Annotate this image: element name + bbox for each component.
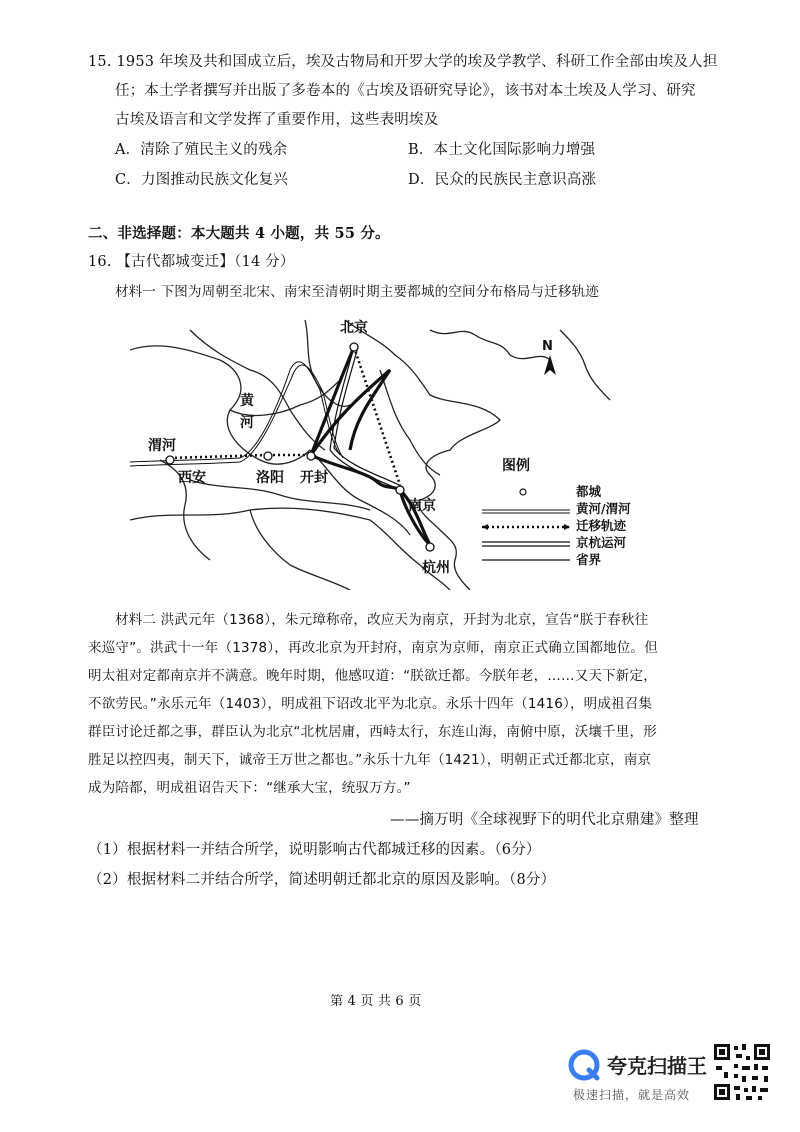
q16-title: 16. 【古代都城变迁】（14 分） <box>88 254 295 270</box>
nanjing-marker <box>396 486 404 494</box>
luoyang-label: 洛阳 <box>256 470 284 486</box>
svg-text:省界: 省界 <box>576 552 602 567</box>
q16-material1-caption: 材料一 下图为周朝至北宋、南宋至清朝时期主要都城的空间分布格局与迁移轨迹 <box>115 284 599 300</box>
huanghe-label-2: 河 <box>240 415 254 431</box>
province-borders <box>130 320 610 590</box>
q15-line1: 15. 1953 年埃及共和国成立后，埃及古物局和开罗大学的埃及学教学、科研工作全部由埃及人担 <box>88 54 718 70</box>
m2-line3: 明太祖对定都南京并不满意。晚年时期，他感叹道：“朕欲迁都。今朕年老，……又天下新定， <box>88 668 657 684</box>
map-legend <box>482 457 631 567</box>
luoyang-marker <box>264 452 272 460</box>
scanner-brand-name: 夸克扫描王 <box>607 1054 707 1078</box>
q15-option-d: D．民众的民族民主意识高涨 <box>408 172 597 188</box>
nanjing-label: 南京 <box>408 498 436 514</box>
hangzhou-marker <box>426 543 434 551</box>
svg-text:图例: 图例 <box>502 458 530 474</box>
q15-line2: 任；本土学者撰写并出版了多卷本的《古埃及语研究导论》，该书对本土埃及人学习、研究 <box>115 83 696 99</box>
m2-line5: 群臣讨论迁都之事，群臣认为北京“北枕居庸，西峙太行，东连山海，南俯中原，沃壤千里，形 <box>88 724 657 740</box>
hangzhou-label: 杭州 <box>422 560 450 576</box>
kaifeng-label: 开封 <box>300 470 328 486</box>
qr-code-icon <box>712 1042 772 1102</box>
scanner-logo-icon <box>567 1048 601 1082</box>
huanghe-label-1: 黄 <box>240 393 254 409</box>
migration-track-solid <box>311 347 430 545</box>
legend-capital-symbol <box>520 489 526 495</box>
svg-text:N: N <box>542 339 553 354</box>
svg-text:都城: 都城 <box>576 484 602 499</box>
q16-sub1: （1）根据材料一并结合所学，说明影响古代都城迁移的因素。（6分） <box>88 842 541 858</box>
q16-sub2: （2）根据材料二并结合所学，简述明朝迁都北京的原因及影响。（8分） <box>88 872 556 888</box>
q15-line3: 古埃及语言和文学发挥了重要作用，这些表明埃及 <box>115 112 439 128</box>
q15-option-a: A．清除了殖民主义的残余 <box>115 142 288 158</box>
page-number: 第 4 页 共 6 页 <box>330 994 422 1009</box>
kaifeng-marker <box>307 452 315 460</box>
section-heading: 二、非选择题：本大题共 4 小题，共 55 分。 <box>88 225 390 242</box>
m2-line7: 成为陪都，明成祖诏告天下：“继承大宝，统驭万方。” <box>88 780 411 796</box>
m2-line6: 胜足以控四夷，制天下，诚帝王万世之都也。”永乐十九年（1421），明朝正式迁都北京，南京 <box>88 752 652 768</box>
xian-marker <box>166 456 174 464</box>
m2-line1: 材料二 洪武元年（1368），朱元璋称帝，改应天为南京，开封为北京，宣告“朕于春秋往 <box>115 612 649 628</box>
q15-option-c: C．力图推动民族文化复兴 <box>115 172 288 188</box>
weihe-label: 渭河 <box>148 438 176 454</box>
capital-migration-map <box>130 310 650 590</box>
m2-line4: 不欲劳民。”永乐元年（1403），明成祖下诏改北平为北京。永乐十四年（1416），明成祖召集 <box>88 696 653 712</box>
q15-option-b: B．本土文化国际影响力增强 <box>408 142 596 158</box>
beijing-label: 北京 <box>340 320 368 336</box>
m2-line2: 来巡守”。洪武十一年（1378），再改北京为开封府，南京为京师，南京正式确立国都地位。但 <box>88 640 658 656</box>
svg-text:黄河/渭河: 黄河/渭河 <box>576 501 631 516</box>
migration-track-dotted <box>170 347 400 485</box>
svg-text:迁移轨迹: 迁移轨迹 <box>576 518 627 533</box>
source-citation: ——摘万明《全球视野下的明代北京鼎建》整理 <box>390 812 699 828</box>
scanner-slogan: 极速扫描，就是高效 <box>573 1088 691 1102</box>
xian-label: 西安 <box>178 470 206 486</box>
svg-text:京杭运河: 京杭运河 <box>576 535 627 550</box>
beijing-marker <box>350 343 358 351</box>
